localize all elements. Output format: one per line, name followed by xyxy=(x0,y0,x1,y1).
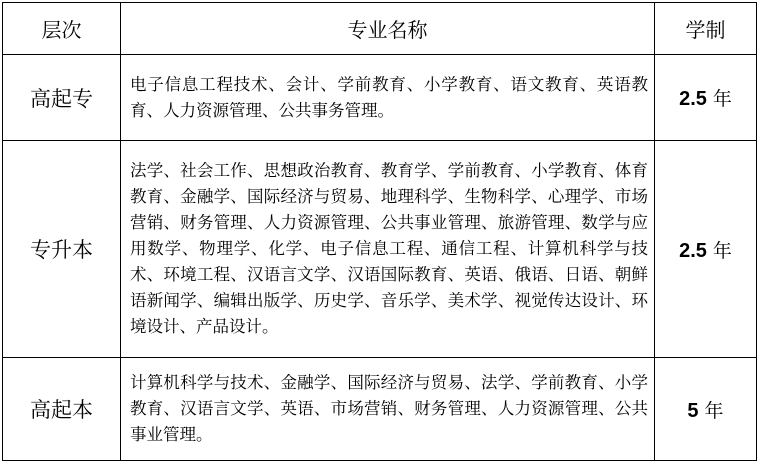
level-cell: 专升本 xyxy=(3,141,121,358)
level-cell: 高起专 xyxy=(3,55,121,141)
header-majors: 专业名称 xyxy=(121,3,655,55)
header-row xyxy=(3,3,757,55)
majors-cell: 电子信息工程技术、会计、学前教育、小学教育、语文教育、英语教育、人力资源管理、公共事务管理。 xyxy=(121,55,655,141)
duration-value: 2.5 xyxy=(679,88,707,110)
level-cell: 高起本 xyxy=(3,358,121,461)
duration-value: 5 xyxy=(687,399,699,422)
table-row xyxy=(3,141,757,358)
duration-unit: 年 xyxy=(704,399,724,422)
table-row xyxy=(3,358,757,461)
duration-unit: 年 xyxy=(712,88,732,110)
majors-cell: 计算机科学与技术、金融学、国际经济与贸易、法学、学前教育、小学教育、汉语言文学、英语、市场营销、财务管理、人力资源管理、公共事业管理。 xyxy=(121,358,655,461)
majors-cell: 法学、社会工作、思想政治教育、教育学、学前教育、小学教育、体育教育、金融学、国际经济与贸易、地理科学、生物科学、心理学、市场营销、财务管理、人力资源管理、公共事业管理、旅游管理、数学与应用数学、物理学、化学、电子信息工程、通信工程、计算机科学与技术、环境工程、汉语言文学、汉语国际教育、英语、俄语、日语、朝鲜语新闻学、编辑出版学、历史学、音乐学、美术学、视觉传达设计、环境设计、产品设计。 xyxy=(121,141,655,358)
header-level: 层次 xyxy=(3,3,121,55)
duration-value: 2.5 xyxy=(679,239,707,262)
header-duration: 学制 xyxy=(655,3,757,55)
duration-cell xyxy=(655,141,757,358)
duration-unit: 年 xyxy=(712,239,732,262)
duration-cell xyxy=(655,358,757,461)
table-row xyxy=(3,55,757,141)
duration-cell xyxy=(655,55,757,141)
programs-table xyxy=(2,2,757,461)
